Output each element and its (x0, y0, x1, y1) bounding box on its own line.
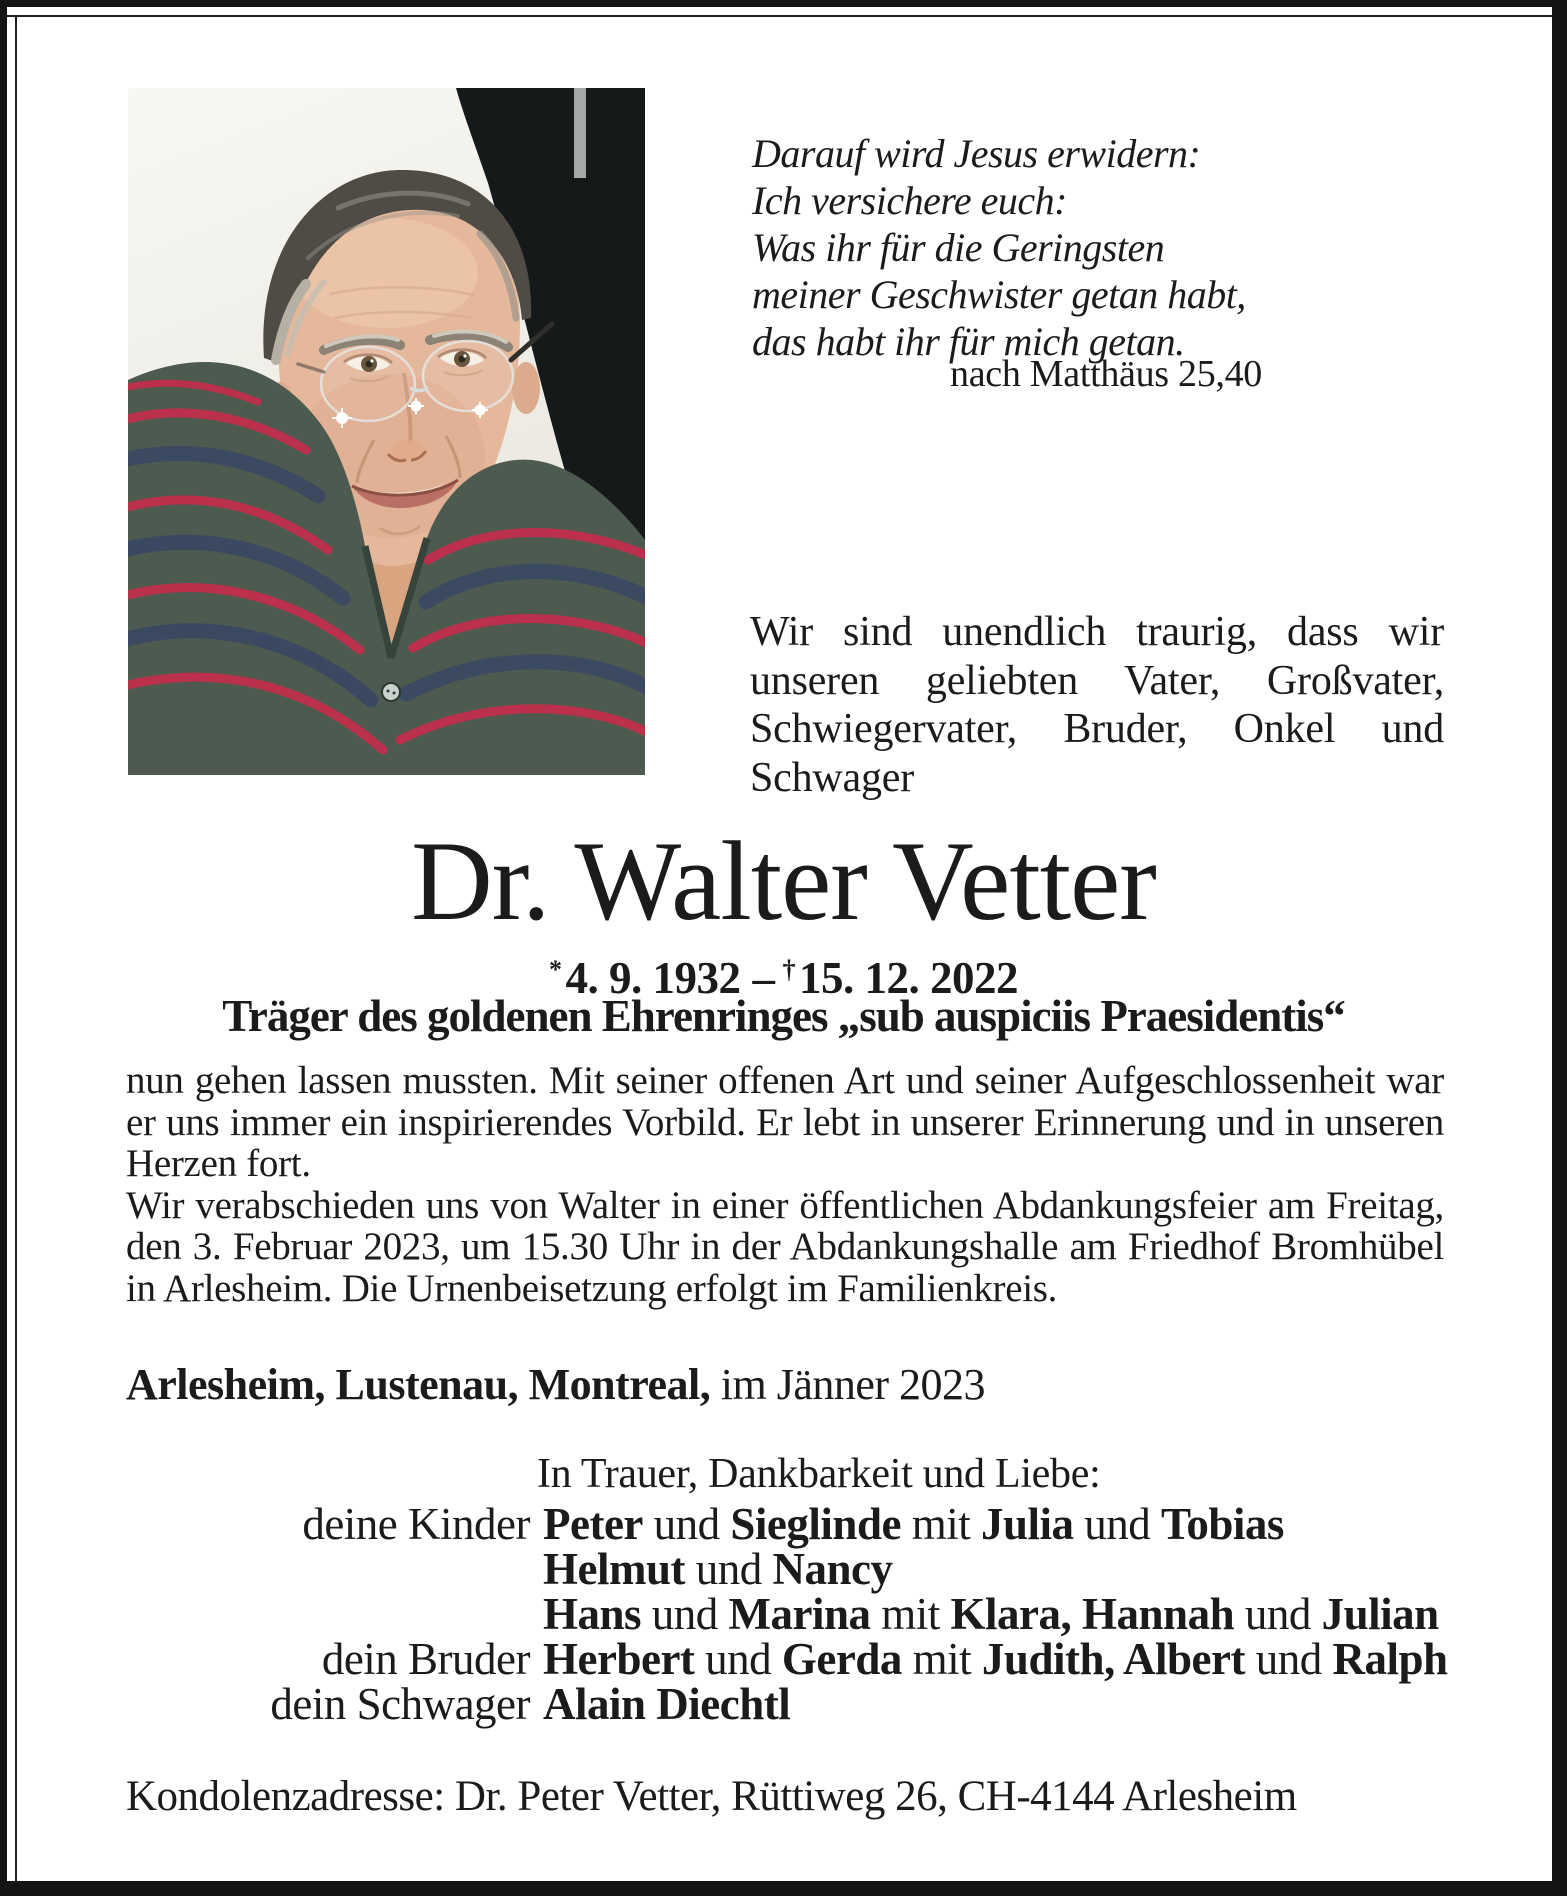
quote-line: Was ihr für die Geringsten (752, 225, 1165, 270)
family-connector-text: und (1234, 1589, 1322, 1639)
quote-line: das habt ihr für mich getan. (752, 319, 1185, 364)
family-row-label: dein Bruder (321, 1634, 530, 1684)
family-row-label: deine Kinder (302, 1499, 530, 1549)
family-member-name: Gerda (781, 1634, 902, 1684)
family-connector-text: und (684, 1544, 773, 1594)
birth-symbol: * (549, 955, 562, 984)
family-member-name: Klara, Hannah (950, 1589, 1235, 1639)
family-row-label (126, 1592, 530, 1637)
family-member-name: Julian (1321, 1589, 1439, 1639)
family-row-names (530, 1544, 893, 1594)
family-row (126, 1544, 1486, 1594)
family-row-names (530, 1634, 1448, 1684)
birth-date: 4. 9. 1932 (565, 953, 741, 1003)
quote-line: meiner Geschwister getan habt, (752, 272, 1246, 317)
intro-paragraph: Wir sind unendlich traurig, dass wir unseren geliebten Vater, Großvater, Schwiegervater, Bruder, Onkel und Schwager (750, 609, 1444, 801)
family-row (126, 1499, 1486, 1549)
quote-attribution: nach Matthäus 25,40 (950, 353, 1262, 395)
family-member-name: Peter (543, 1499, 643, 1549)
death-date: 15. 12. 2022 (799, 953, 1018, 1003)
quote-line: Ich versichere euch: (752, 178, 1067, 223)
family-row-label: dein Schwager (270, 1679, 530, 1729)
obituary-paragraph-1: nun gehen lassen mussten. Mit seiner offenen Art und seiner Aufgeschlossenheit war er uns immer ein inspirierendes Vorbild. Er lebt in unserer Erinnerung und in unseren Herzen fort. (126, 1059, 1444, 1185)
family-connector-text: mit (901, 1634, 982, 1684)
family-row-label (126, 1547, 530, 1592)
family-member-name: Tobias (1161, 1499, 1284, 1549)
family-list (126, 1499, 1486, 1729)
scan-line-left (15, 15, 17, 1881)
portrait-ear-right (512, 362, 540, 414)
family-member-name: Hans (543, 1589, 642, 1639)
dateline-date: im Jänner 2023 (710, 1360, 986, 1409)
family-row-names (530, 1499, 1284, 1549)
family-member-name: Marina (728, 1589, 871, 1639)
photo-light-sliver (574, 88, 586, 178)
honor-title: Träger des goldenen Ehrenringes „sub auspiciis Praesidentis“ (222, 991, 1345, 1041)
family-connector-text: mit (870, 1589, 951, 1639)
dateline-cities: Arlesheim, Lustenau, Montreal, (126, 1360, 711, 1409)
family-member-name: Julia (980, 1499, 1074, 1549)
family-member-name: Nancy (772, 1544, 893, 1594)
family-member-name: Helmut (543, 1544, 685, 1594)
family-row (126, 1679, 1486, 1729)
dateline (126, 1360, 985, 1410)
family-connector-text: und (642, 1499, 731, 1549)
sweater-button (382, 683, 400, 701)
quote-block (752, 130, 1246, 365)
death-symbol: † (782, 955, 795, 984)
deceased-name: Dr. Walter Vetter (411, 819, 1156, 944)
family-connector-text: und (641, 1589, 729, 1639)
family-row (126, 1634, 1486, 1684)
family-connector-text: mit (900, 1499, 981, 1549)
family-member-name: Judith, Albert (981, 1634, 1245, 1684)
quote-line: Darauf wird Jesus erwidern: (752, 131, 1201, 176)
family-row (126, 1589, 1486, 1639)
family-member-name: Herbert (543, 1634, 695, 1684)
dates-separator: – (752, 953, 775, 1003)
family-member-name: Alain Diechtl (543, 1679, 791, 1729)
condolence-address: Kondolenzadresse: Dr. Peter Vetter, Rüttiweg 26, CH-4144 Arlesheim (126, 1773, 1297, 1820)
mourning-heading: In Trauer, Dankbarkeit und Liebe: (537, 1451, 1101, 1497)
scan-line-top (7, 15, 1552, 17)
family-member-name: Ralph (1332, 1634, 1448, 1684)
obituary-paragraph-2: Wir verabschieden uns von Walter in einer öffentlichen Abdankungsfeier am Freitag, den 3. Februar 2023, um 15.30 Uhr in der Abdankungshalle am Friedhof Bromhübel in Arlesheim. Die Urnenbeisetzung erfolgt im Familienkreis. (126, 1183, 1444, 1310)
family-row-names (530, 1589, 1439, 1639)
portrait-photo (128, 88, 645, 775)
obituary-text (126, 1060, 1444, 1309)
family-connector-text: und (694, 1634, 782, 1684)
family-connector-text: und (1244, 1634, 1333, 1684)
family-row-names (530, 1679, 791, 1729)
family-connector-text: und (1073, 1499, 1162, 1549)
family-member-name: Sieglinde (730, 1499, 901, 1549)
